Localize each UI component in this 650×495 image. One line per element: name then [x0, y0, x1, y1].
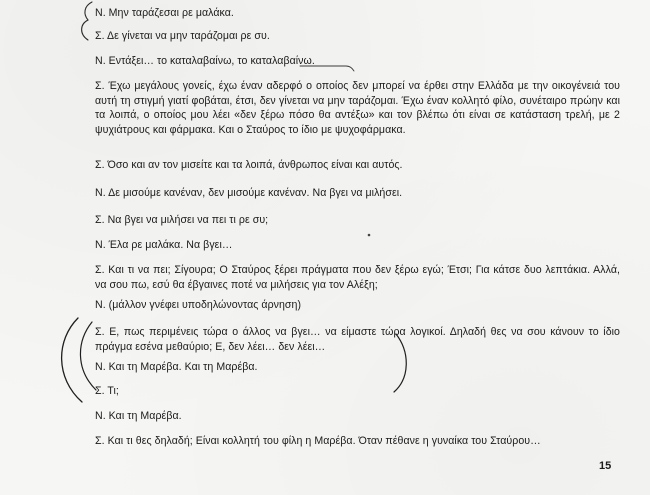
- transcript-line: Ν. (μάλλον γνέφει υποδηλώνοντας άρνηση): [95, 299, 302, 311]
- transcript-line: Ν. Εντάξει… το καταλαβαίνω, το καταλαβαίνω.: [95, 55, 315, 67]
- transcript-line: Σ. Και τι θες δηλαδή; Είναι κολλητή του φίλη η Μαρέβα. Όταν πέθανε η γυναίκα του Σταύρου…: [95, 435, 541, 447]
- transcript-line: Σ. Ε, πως περιμένεις τώρα ο άλλος να βγει… να είμαστε τώρα λογικοί. Δηλαδή θες να σου κάνουν το ίδιο πράγμα εσένα μεθαύριο; Ε, δεν λέει… δεν λέει…: [95, 326, 620, 353]
- transcript-line: Σ. Να βγει να μιλήσει να πει τι ρε συ;: [95, 214, 269, 226]
- transcript-line: Σ. Δε γίνεται να μην ταράζομαι ρε συ.: [95, 30, 270, 42]
- stray-dot: [368, 234, 371, 237]
- transcript-line: Σ. Τι;: [95, 385, 119, 397]
- page-number: 15: [599, 460, 612, 472]
- transcript-line: Σ. Όσο και αν τον μισείτε και τα λοιπά, άνθρωπος είναι και αυτός.: [95, 159, 403, 171]
- transcript-line: Ν. Και τη Μαρέβα. Και τη Μαρέβα.: [95, 361, 258, 373]
- transcript-line: Ν. Μην ταράζεσαι ρε μαλάκα.: [95, 7, 234, 19]
- transcript-line: Ν. Δε μισούμε κανέναν, δεν μισούμε κανέναν. Να βγει να μιλήσει.: [95, 187, 403, 199]
- transcript-line: Σ. Έχω μεγάλους γονείς, έχω έναν αδερφό ο οποίος δεν μπορεί να έρθει στην Ελλάδα με την οικογένειά του αυτή τη στιγμή γιατί φοβάται, έτσι, δεν γίνεται να μην ταράζομαι. Έχω έναν κολλητό φίλο, συνέταιρο πρώην και τα λοιπά, ο οποίος μου λέει «δεν ξέρω πόσο θα αντέξω» και τον βλέπω ότι είναι σε κατάσταση τρελή, με 2 ψυχιάτρους και φάρμακα. Και ο Σταύρος το ίδιο με ψυχοφάρμακα.: [95, 80, 620, 136]
- parenthesis-mark-outer: [62, 318, 82, 402]
- bracket-mark-top: [82, 2, 92, 40]
- parenthesis-mark-inner: [80, 322, 96, 390]
- transcript-line: Σ. Και τι να πει; Σίγουρα; Ο Σταύρος ξέρει πράγματα που δεν ξέρω εγώ; Έτσι; Για κάτσε δυο λεπτάκια. Αλλά, να σου πω, εσύ θα έβγαινες ποτέ να μιλήσεις για τον Αλέξη;: [95, 264, 620, 291]
- transcript-line: Ν. Και τη Μαρέβα.: [95, 410, 182, 422]
- transcript-line: Ν. Έλα ρε μαλάκα. Να βγει…: [95, 239, 233, 251]
